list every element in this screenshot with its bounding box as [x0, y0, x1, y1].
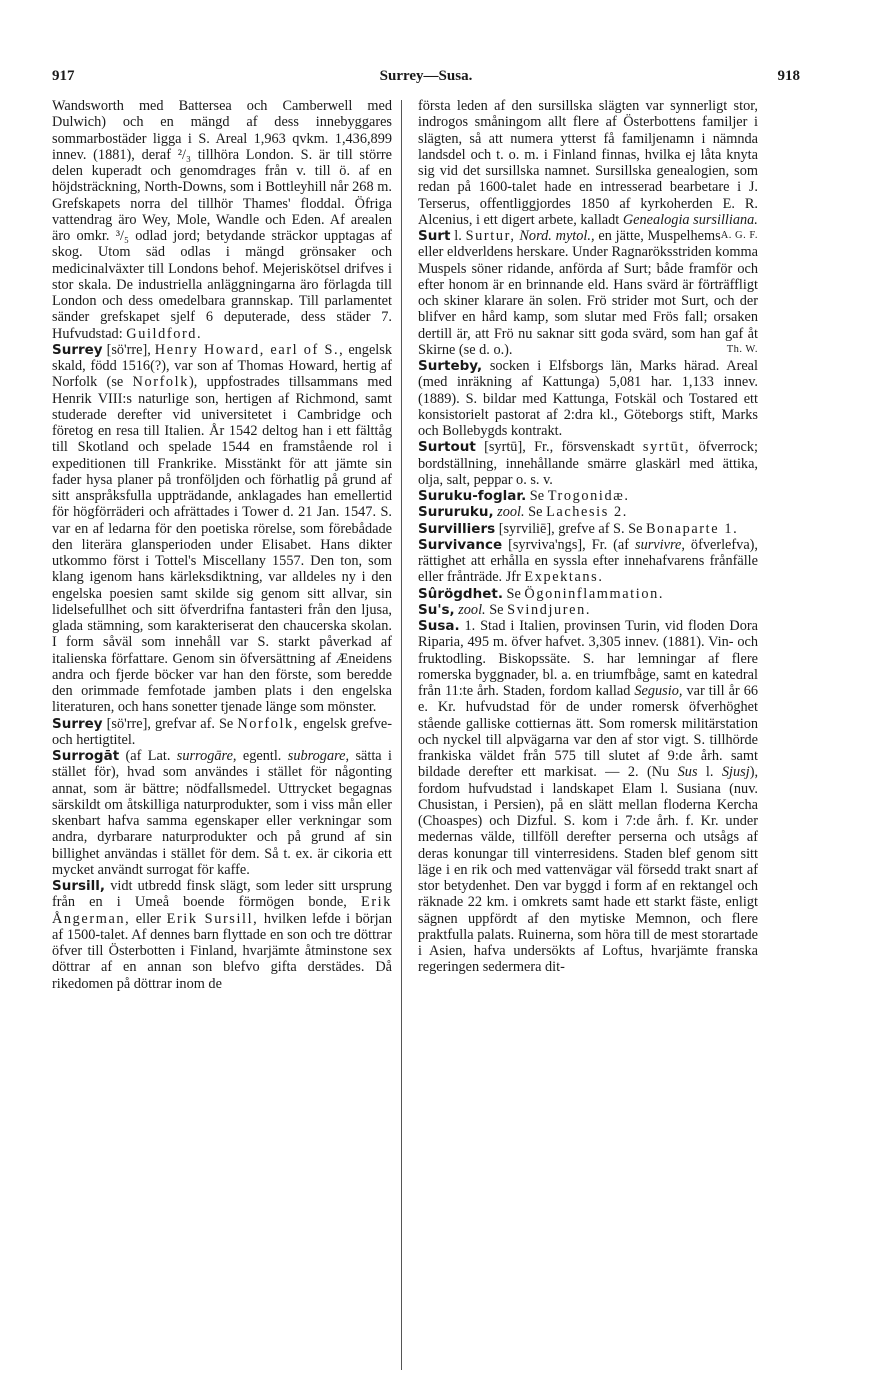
lemma: Surrey: [52, 341, 103, 358]
lemma: Su's,: [418, 601, 455, 618]
lemma: Sururuku,: [418, 504, 494, 521]
lemma: Surrey: [52, 715, 103, 732]
entry-sus: Su's, zool. Se Svindjuren.: [418, 601, 592, 618]
page-number-left: 917: [52, 68, 75, 84]
lemma: Suruku-foglar.: [418, 488, 527, 504]
entry-surrey-county-cont: Wandsworth med Battersea och Camberwell med Dulwich) och en mängd af dess innebyggares sommarbostäder ligga i S. Areal 1,963 qvkm. 1,436,899 innev. (1881), deraf ²/₃ tillhöra London. S. är till större delen kuperadt och genomdrages från v. till ö. af en höjdsträckning, North-Downs, som i Bottleyhill når 268 m. Grefskapets norra del tillhör Thames' floddal. Öfriga vattendrag äro Wey, Mole, Wandle och Eden. Af arealen äro omkr. ³/₅ odlad jord; betydande sträckor upptagas af skog. Utom säd odlas i mängd grönsaker och medicinalväxter till Londons behof. Mejeriskötsel drifves i stor skala. De industriella anläggningarna äro förlagda till London och dess omedelbara grannskap. Till parlamentet sänder grefskapet sjelf 6 deputerade, dess städer 7. Hufvudstad: Guildford.: [52, 98, 392, 342]
lemma: Surteby,: [418, 358, 483, 374]
column-divider: [401, 100, 402, 1370]
entry-suruku-foglar: Suruku-foglar. Se Trogonidæ.: [418, 488, 630, 504]
page-number-right: 918: [777, 68, 800, 84]
entry-surteby: Surteby, socken i Elfsborgs län, Marks härad. Areal (med inräkning af Kattunga) 5,081 har. 1,133 innev. (1889). S. bildar med Kattunga, Fotskäl och Tostared ett konsistorielt pastorat af 2:dra kl., Göteborgs stift, Marks och Bollebygds kontrakt.: [418, 358, 759, 439]
lemma: Surrogāt: [52, 748, 120, 764]
entry-sursill-cont: första leden af den sursillska slägten var synnerligt stor, indrogos småningom allt flere af Österbottens familjer i slägten, så att numera ytterst få familjenamn i nämnda landsdel och t. o. m. i Finland finnas, hvilka ej låta knyta sig vid det sursillska namnet. Sursillska genealogien, som redan på 1600-talet hade en intresserad bearbetare i J. Terserus, offentliggjordes 1850 af kyrkoherden E. R. Alcenius, i ett digert arbete, kalladt Genealogia sursilliana. A. G. F.: [418, 98, 758, 228]
author-signature: A. G. F.: [720, 230, 758, 241]
lemma: Sûrögdhet.: [418, 585, 503, 602]
lemma: Survilliers: [418, 520, 496, 537]
entry-surrey-earl: Surrey [sö'rre], Henry Howard, earl of S., engelsk skald, född 1516(?), var son af Thomas Howard, hertig af Norfolk (se Norfolk), uppfostrades tillsammans med Henrik VIII:s naturlige son, hertigen af Richmond, samt studerade derefter vid universitetet i Cambridge och företog en resa till Italien. År 1542 deltog han i ett fälttåg till Skotland och spelade 1544 en framstående rol i expeditionen till Frankrike. Misstänkt för att jämte sin fader hysa planer på tronföljden och förhatlig på grund af sitt anspråksfulla uppträdande, anklagades han emellertid för högförräderi och afrättades i Tower d. 21 Jan. 1547. S. var en af ledarna för den poetiska rörelse, som förebådade den literära glansperioden under Elisabet. Hans dikter utkommo först i Tottel's Miscellany 1557. Den ton, som klang igenom hans kärleksdiktning, var alldeles ny i den engelska poesien samt skilde sig genom sitt allvar, sin lidelsefullhet och sitt öfverdrifna fantasteri från den ljusa, glada stämning, som karakteriserat den chaucerska skolan. I form såväl som innehåll var S. starkt påverkad af italienska författare. Genom sin öfversättning af Æneidens andra och fjerde böcker var han den förste, som beredde den orimmade femfotade jamben plats i den engelska literaturen, och hans sonetter tjenade länge som mönster.: [52, 341, 392, 716]
lemma: Survivance: [418, 536, 503, 553]
lemma: Surt: [418, 228, 451, 244]
right-column: [418, 98, 758, 976]
author-signature: Th. W.: [726, 343, 758, 355]
left-column: [52, 98, 392, 992]
entry-sururuku: Sururuku, zool. Se Lachesis 2.: [418, 504, 628, 521]
entry-sursill: Sursill, vidt utbredd finsk slägt, som leder sitt ursprung från en i Umeå boende förmögen bonde, Erik Ångerman, eller Erik Sursill, hvilken lefde i början af 1500-talet. Af dennes barn flyttade en son och tre döttrar öfver till Österbotten i Finland, hvarjämte åtminstone sex döttrar af en annan son blefvo gifta derstädes. Då rikedomen på döttrar inom de: [52, 878, 393, 992]
lemma: Susa.: [418, 618, 460, 634]
running-title: Surrey—Susa.: [379, 68, 473, 84]
entry-survilliers: Survilliers [syrviliē], grefve af S. Se Bonaparte 1.: [418, 520, 739, 537]
entry-surt: Surt l. Surtur, Nord. mytol., en jätte, Muspelhems eller eldverldens herskare. Under Ragnaröksstriden komma Muspels söner ridande, anförda af Surt; både framför och efter honom är en brinnande eld. Hans svärd är förträffligt och skiner klarare än solen. Frö strider mot Surt, och der blifver en hård kamp, som slutar med Frös fall; orsaken dertill är, att Frö nu saknar sitt goda svärd, som han gaf åt Skirne (se d. o.). Th. W.: [418, 228, 758, 358]
page-header: [52, 68, 800, 90]
entry-survivance: Survivance [syrviva'ngs], Fr. (af survivre, öfverlefva), rättighet att erhålla en syssla efter innehafvarens frånfälle eller frånträde. Jfr Expektans.: [418, 536, 758, 586]
entry-surogdhet: Sûrögdhet. Se Ögoninflammation.: [418, 585, 664, 602]
lemma: Surtout: [418, 439, 476, 456]
entry-surtout: Surtout [syrtū], Fr., försvenskadt syrtūt, öfverrock; bordställning, innehållande smärre glaskärl med ättika, olja, salt, peppar o. s. v.: [418, 439, 758, 488]
entry-surrogat: Surrogāt (af Lat. surrogāre, egentl. subrogare, sätta i stället för), hvad som användes i stället för någonting annat, som är bättre; nödfallsmedel. Uttrycket begagnas särskildt om åtskilliga naturprodukter, som i viss mån eller skenbart hafva samma egenskaper eller verkningar som andra, dyrbarare naturprodukter och på grund af sin billighet användas i stället för dem. Så t. ex. är cikoria ett mycket användt surrogat för kaffe.: [52, 748, 392, 878]
entry-surrey-counts: Surrey [sö'rre], grefvar af. Se Norfolk, engelsk grefve- och hertigtitel.: [52, 715, 392, 748]
lemma: Sursill,: [52, 878, 106, 894]
entry-susa: Susa. 1. Stad i Italien, provinsen Turin, vid floden Dora Riparia, 495 m. öfver hafvet. 3,305 innev. (1881). Vin- och fruktodling. Biskopssäte. S. har lemningar af flere romerska byggnader, bl. a. en triumfbåge, samt en katedral från 11:te årh. Staden, fordom kallad Segusio, var till år 66 e. Kr. hufvudstad för de under romersk öfverhöghet stående galliske cottiernas ätt. Som romersk militärstation och nyckel till alpvägarna var den af stor vigt. S. tillhörde frankiska väldet från 575 till slutet af 9:de årh. samt bildade derefter ett markisat. — 2. (Nu Sus l. Sjusj), fordom hufvudstad i landskapet Elam l. Susiana (nuv. Chusistan, i Persien), på en slätt mellan floderna Kercha (Choaspes) och Dizful. S. kom i 7:de årh. f. Kr. under medernas välde, tillföll derefter perserna och utsågs af deras konungar till vinterresidens. Staden blef genom sitt läge i en rik och med vattenvägar väl försedd trakt snart af stor betydenhet. Den var byggd i form af en rektangel och räknade 22 km. i omkrets samt hade ett starkt fäste, enligt sägnen uppfördt af den mytiske Memnon, och flere praktfulla palats. Ruinerna, som höra till de mest storartade i Asien, hafva undersökts af Loftus, hvarjämte franska regeringen sedermera dit-: [418, 618, 759, 976]
